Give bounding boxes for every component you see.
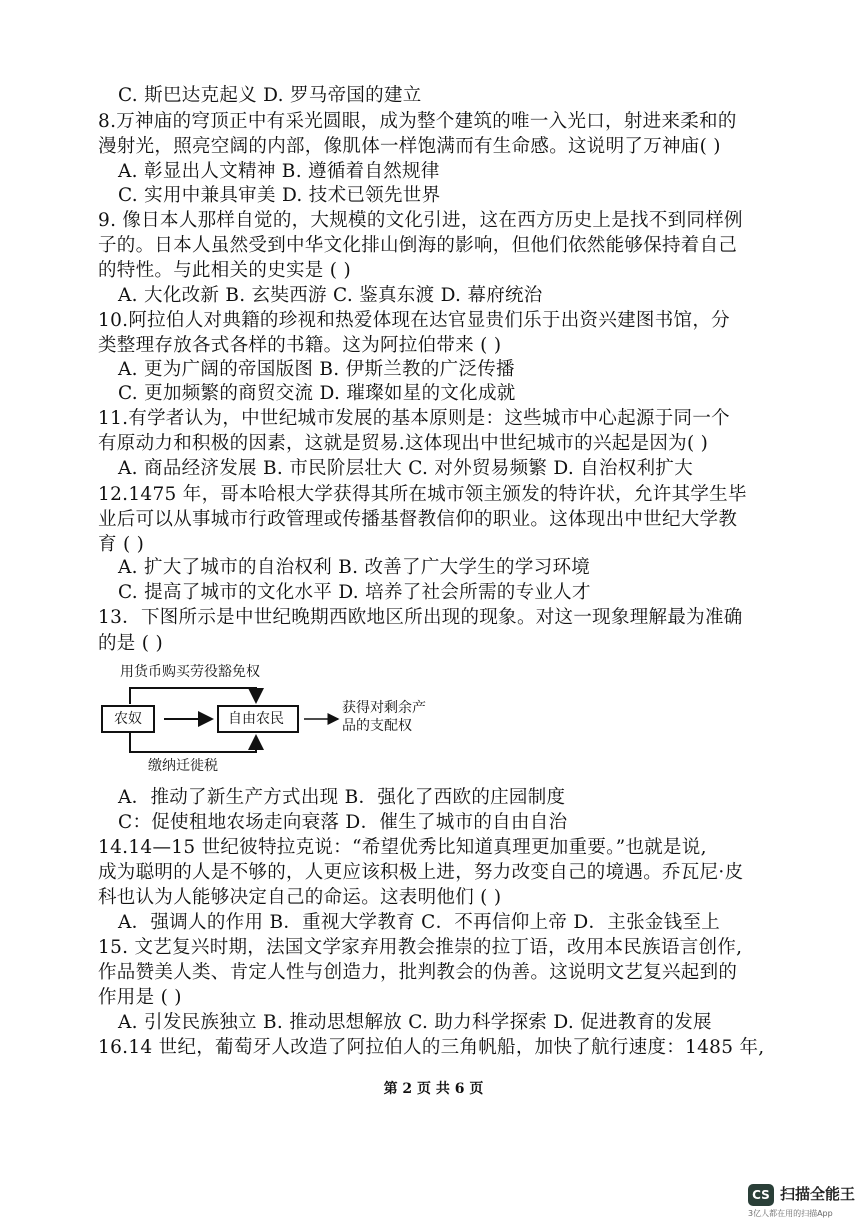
text-line: 10.阿拉伯人对典籍的珍视和热爱体现在达官显贵们乐于出资兴建图书馆，分 [98, 310, 730, 331]
text-line: 8.万神庙的穹顶正中有采光圆眼，成为整个建筑的唯一入光口，射进来柔和的 [98, 111, 737, 132]
text-line: 有原动力和积极的因素，这就是贸易.这体现出中世纪城市的兴起是因为( ) [98, 433, 709, 454]
diagram-top-label: 用货币购买劳役豁免权 [120, 664, 260, 680]
text-line: A．强调人的作用 B．重视大学教育 C．不再信仰上帝 D．主张金钱至上 [118, 912, 721, 933]
text-line: 11.有学者认为，中世纪城市发展的基本原则是：这些城市中心起源于同一个 [98, 408, 730, 429]
text-line: C. 更加频繁的商贸交流 D. 璀璨如星的文化成就 [118, 383, 516, 404]
text-line: 的是 ( ) [98, 633, 163, 654]
text-line: A. 彰显出人文精神 B. 遵循着自然规律 [118, 161, 440, 182]
diagram-result-line2: 品的支配权 [342, 718, 412, 734]
text-line: 13．下图所示是中世纪晚期西欧地区所出现的现象。对这一现象理解最为准确 [98, 607, 743, 628]
text-line: 育 ( ) [98, 534, 145, 555]
text-line: 的特性。与此相关的史实是 ( ) [98, 260, 351, 281]
text-line: 类整理存放各式各样的书籍。这为阿拉伯带来 ( ) [98, 335, 502, 356]
text-line: A. 商品经济发展 B. 市民阶层壮大 C. 对外贸易频繁 D. 自治权利扩大 [118, 458, 694, 479]
text-line: A．推动了新生产方式出现 B．强化了西欧的庄园制度 [118, 787, 566, 808]
flow-diagram [100, 664, 460, 776]
text-line: 15. 文艺复兴时期，法国文学家弃用教会推崇的拉丁语，改用本民族语言创作, [98, 937, 743, 958]
text-line: 业后可以从事城市行政管理或传播基督教信仰的职业。这体现出中世纪大学教 [98, 509, 738, 530]
text-line: 子的。日本人虽然受到中华文化排山倒海的影响，但他们依然能够保持着自己 [98, 235, 738, 256]
text-line: 作品赞美人类、肯定人性与创造力，批判教会的伪善。这说明文艺复兴起到的 [98, 962, 738, 983]
scanner-logo-icon: CS [748, 1184, 774, 1206]
scanner-tagline: 3亿人都在用的扫描App [748, 1209, 833, 1218]
text-line: A. 更为广阔的帝国版图 B. 伊斯兰教的广泛传播 [118, 359, 515, 380]
scanner-name: 扫描全能王 [780, 1185, 856, 1203]
diagram-bottom-label: 缴纳迁徙税 [148, 758, 218, 774]
text-line: 16.14 世纪，葡萄牙人改造了阿拉伯人的三角帆船，加快了航行速度：1485 年, [98, 1037, 765, 1058]
text-line: 9. 像日本人那样自觉的，大规模的文化引进，这在西方历史上是找不到同样例 [98, 210, 743, 231]
text-line: A. 扩大了城市的自治权利 B. 改善了广大学生的学习环境 [118, 557, 591, 578]
text-line: A. 引发民族独立 B. 推动思想解放 C. 助力科学探索 D. 促进教育的发展 [118, 1012, 712, 1033]
text-line: C：促使租地农场走向衰落 D．催生了城市的自由自治 [118, 812, 568, 833]
diagram-box-free-farmer: 自由农民 [228, 711, 284, 727]
diagram-box-serf: 农奴 [114, 711, 142, 727]
text-line: A. 大化改新 B. 玄奘西游 C. 鉴真东渡 D. 幕府统治 [118, 285, 543, 306]
text-line: 12.1475 年，哥本哈根大学获得其所在城市领主颁发的特许状，允许其学生毕 [98, 484, 747, 505]
text-line: C. 斯巴达克起义 D. 罗马帝国的建立 [118, 85, 422, 106]
text-line: C. 提高了城市的文化水平 D. 培养了社会所需的专业人才 [118, 582, 591, 603]
text-line: 14.14—15 世纪彼特拉克说：“希望优秀比知道真理更加重要。”也就是说, [98, 837, 707, 858]
text-line: 漫射光，照亮空阔的内部，像肌体一样饱满而有生命感。这说明了万神庙( ) [98, 136, 721, 157]
text-line: 作用是 ( ) [98, 987, 182, 1008]
diagram-result-line1: 获得对剩余产 [342, 700, 426, 716]
text-line: C. 实用中兼具审美 D. 技术已领先世界 [118, 185, 441, 206]
text-line: 科也认为人能够决定自己的命运。这表明他们 ( ) [98, 887, 502, 908]
text-line: 成为聪明的人是不够的，人更应该积极上进，努力改变自己的境遇。乔瓦尼·皮 [98, 862, 744, 883]
page-footer: 第 2 页 共 6 页 [383, 1081, 484, 1097]
scanner-watermark [748, 1180, 858, 1220]
